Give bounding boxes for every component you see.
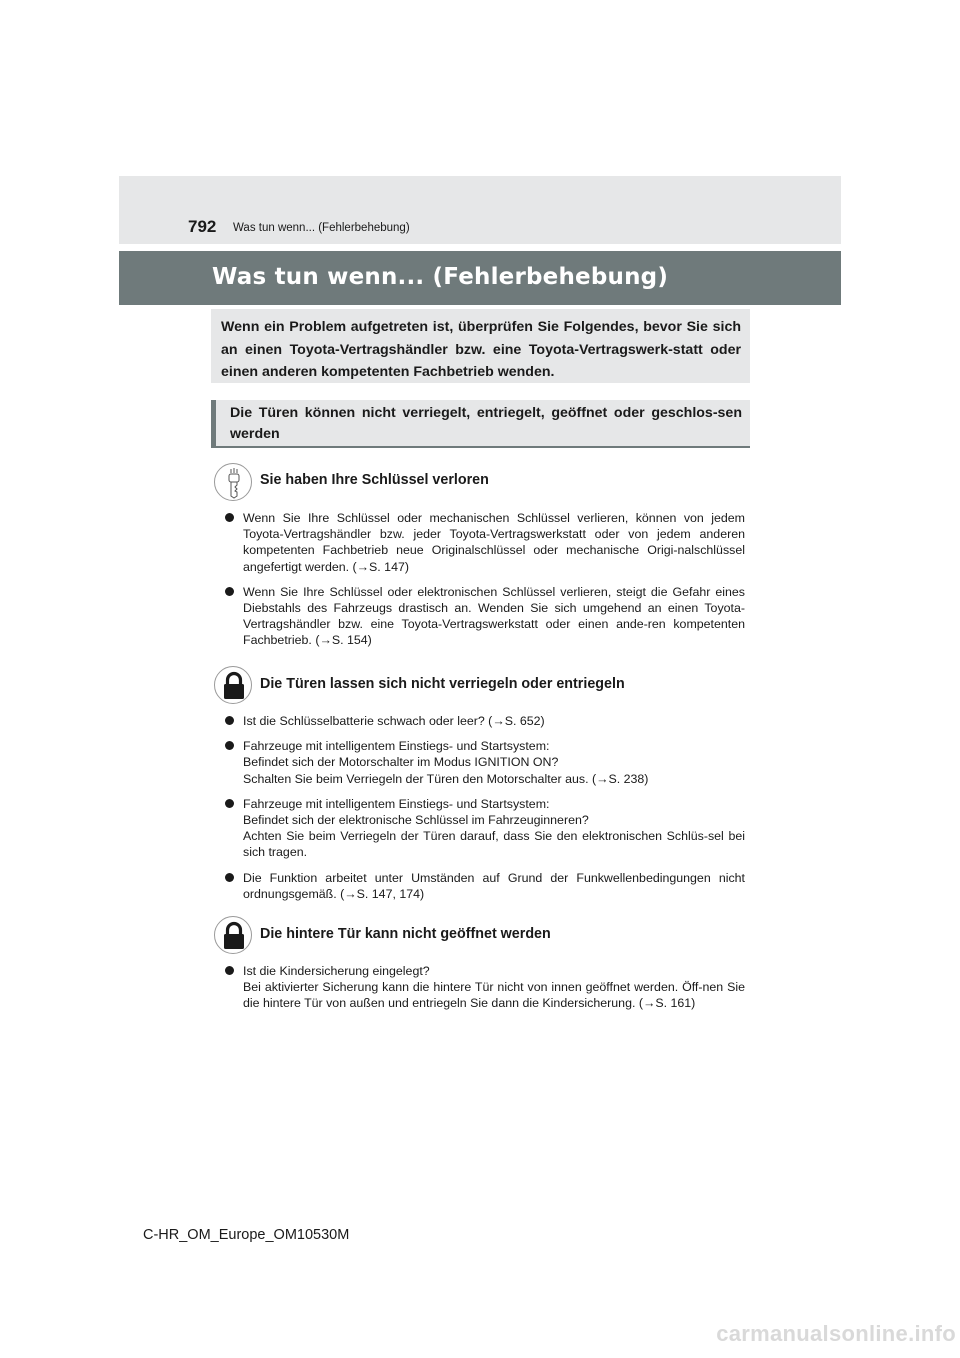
subsection-title-lost-keys: Sie haben Ihre Schlüssel verloren [260, 472, 489, 488]
bullet-icon [225, 716, 234, 725]
key-icon [214, 463, 252, 501]
list-item: Die Funktion arbeitet unter Umständen auf Grund der Funkwellenbedingungen nicht ordnungsgemäß. (→S. 147, 174) [225, 870, 745, 902]
section-heading: Die Türen können nicht verriegelt, entriegelt, geöffnet oder geschlos-sen werden [211, 400, 750, 448]
bullet-list-lost-keys [225, 510, 745, 658]
bullet-list-lock-unlock [225, 713, 745, 911]
list-item: Fahrzeuge mit intelligentem Einstiegs- und Startsystem: Befindet sich der Motorschalter im Modus IGNITION ON? Schalten Sie beim Verriegeln der Türen den Motorschalter aus. (→S. 238) [225, 738, 745, 787]
bullet-icon [225, 513, 234, 522]
document-code: C-HR_OM_Europe_OM10530M [143, 1227, 350, 1243]
intro-box: Wenn ein Problem aufgetreten ist, überprüfen Sie Folgendes, bevor Sie sich an einen Toyota-Vertragshändler bzw. eine Toyota-Vertragswerk-statt oder einen anderen kompetenten Fachbetrieb wenden. [211, 309, 750, 383]
list-item: Fahrzeuge mit intelligentem Einstiegs- und Startsystem: Befindet sich der elektronische Schlüssel im Fahrzeuginneren? Achten Sie beim Verriegeln der Türen darauf, dass Sie den elektronischen Schlüs-sel bei sich tragen. [225, 796, 745, 861]
subsection-title-rear-door: Die hintere Tür kann nicht geöffnet werden [260, 926, 551, 942]
subsection-title-lock-unlock: Die Türen lassen sich nicht verriegeln oder entriegeln [260, 676, 625, 692]
bullet-icon [225, 873, 234, 882]
lock-icon [214, 916, 252, 954]
running-head: Was tun wenn... (Fehlerbehebung) [233, 222, 410, 234]
bullet-icon [225, 966, 234, 975]
header-band [119, 176, 841, 244]
lock-icon [214, 666, 252, 704]
list-item: Ist die Schlüsselbatterie schwach oder leer? (→S. 652) [225, 713, 745, 729]
bullet-icon [225, 587, 234, 596]
list-item: Ist die Kindersicherung eingelegt? Bei aktivierter Sicherung kann die hintere Tür nicht von innen geöffnet werden. Öff-nen Sie die hintere Tür von außen und entriegeln Sie dann die Kindersicherung. (→S. 161) [225, 963, 745, 1012]
bullet-icon [225, 799, 234, 808]
list-item: Wenn Sie Ihre Schlüssel oder elektronischen Schlüssel verlieren, steigt die Gefahr eines Diebstahls des Fahrzeugs drastisch an. Wenden Sie sich umgehend an einen Toyota-Vertragshändler bzw. eine Toyota-Vertragswerkstatt oder einen ande-ren kompetenten Fachbetrieb. (→S. 154) [225, 584, 745, 649]
bullet-list-rear-door [225, 963, 745, 1021]
watermark: carmanualsonline.info [716, 1321, 956, 1346]
list-item: Wenn Sie Ihre Schlüssel oder mechanischen Schlüssel verlieren, können von jedem Toyota-Vertragshändler bzw. jeder Toyota-Vertragswerkstatt oder von jedem anderen kompetenten Fachbetrieb neue Originalschlüssel oder mechanische Origi-nalschlüssel angefertigt werden. (→S. 147) [225, 510, 745, 575]
bullet-icon [225, 741, 234, 750]
page-title: Was tun wenn... (Fehlerbehebung) [212, 264, 669, 290]
page-number: 792 [188, 217, 217, 236]
